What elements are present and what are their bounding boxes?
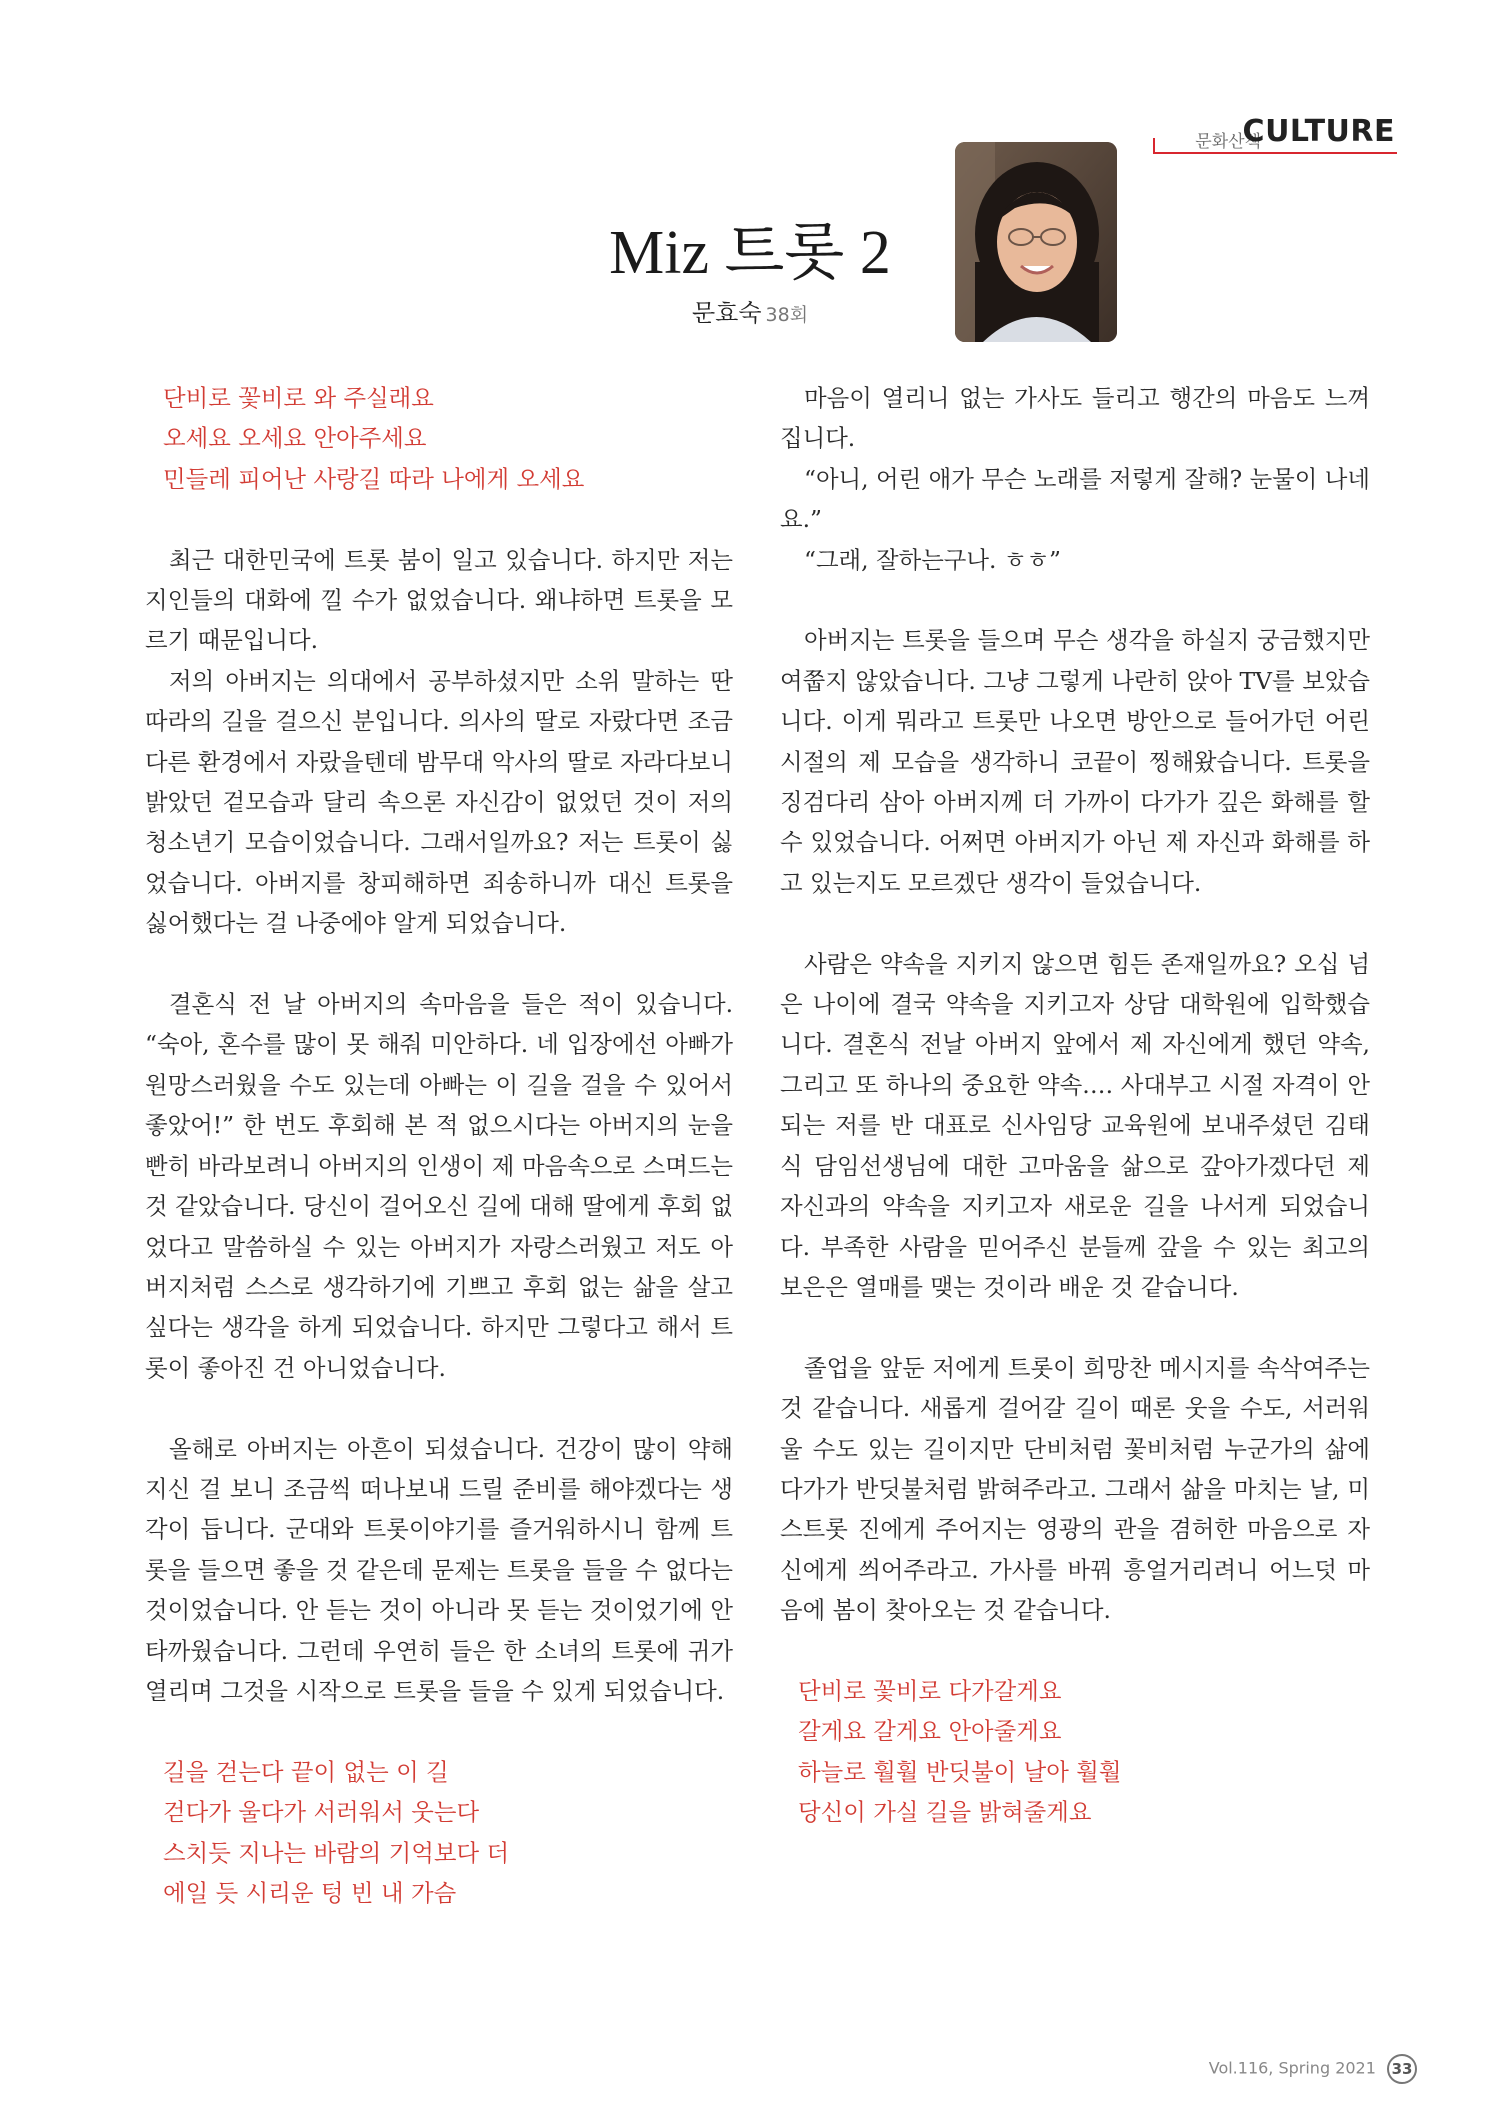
page-number: 33	[1387, 2054, 1417, 2084]
right-column	[780, 378, 1370, 1833]
article-title: Miz 트롯 2	[609, 219, 891, 287]
section-label-ko: 문화산책	[1195, 132, 1261, 152]
article-author	[580, 293, 920, 328]
lyric-line: 당신이 가실 길을 밝혀줄게요	[798, 1798, 1092, 1827]
paragraph: 졸업을 앞둔 저에게 트롯이 희망찬 메시지를 속삭여주는 것 같습니다. 새롭게 걸어갈 길이 때론 웃을 수도, 서러워 울 수도 있는 길이지만 단비처럼 꽃비처럼 누군가의 삶에 다가가 반딧불처럼 밝혀주라고. 그래서 삶을 마치는 날, 미스트롯 진에게 주어지는 영광의 관을 겸허한 마음으로 자신에게 씌어주라고. 가사를 바꿔 흥얼거리려니 어느덧 마음에 봄이 찾아오는 것 같습니다.	[780, 1353, 1370, 1625]
lyric-line: 단비로 꽃비로 와 주실래요	[163, 384, 434, 412]
lyric-line: 스치듯 지나는 바람의 기억보다 더	[163, 1838, 510, 1867]
header-rule	[1153, 152, 1397, 154]
paragraph: 마음이 열리니 없는 가사도 들리고 행간의 마음도 느껴집니다.	[780, 384, 1370, 453]
left-column	[145, 378, 733, 1913]
lyric-line: 오세요 오세요 안아주세요	[163, 424, 427, 453]
quote: “그래, 잘하는구나. ㅎㅎ”	[804, 545, 1062, 574]
paragraph: 최근 대한민국에 트롯 붐이 일고 있습니다. 하지만 저는 지인들의 대화에 낄 수가 없었습니다. 왜냐하면 트롯을 모르기 때문입니다.	[145, 545, 733, 655]
lyric-line: 하늘로 훨훨 반딧불이 날아 훨훨	[798, 1757, 1122, 1786]
paragraph: 결혼식 전 날 아버지의 속마음을 들은 적이 있습니다. “숙아, 혼수를 많이 못 해줘 미안하다. 네 입장에선 아빠가 원망스러웠을 수도 있는데 아빠는 이 길을 걸을 수 있어서 좋았어!” 한 번도 후회해 본 적 없으시다는 아버지의 눈을 빤히 바라보려니 아버지의 인생이 제 마음속으로 스며드는 것 같았습니다. 당신이 걸어오신 길에 대해 딸에게 후회 없었다고 말씀하실 수 있는 아버지가 자랑스러웠고 저도 아버지처럼 스스로 생각하기에 기쁘고 후회 없는 삶을 살고 싶다는 생각을 하게 되었습니다. 하지만 그렇다고 해서 트롯이 좋아진 건 아니었습니다.	[145, 990, 733, 1382]
paragraph: 올해로 아버지는 아흔이 되셨습니다. 건강이 많이 약해지신 걸 보니 조금씩 떠나보내 드릴 준비를 해야겠다는 생각이 듭니다. 군대와 트롯이야기를 즐거워하시니 함께 트롯을 들으면 좋을 것 같은데 문제는 트롯을 들을 수 없다는 것이었습니다. 안 듣는 것이 아니라 못 듣는 것이었기에 안타까웠습니다. 그런데 우연히 들은 한 소녀의 트롯에 귀가 열리며 그것을 시작으로 트롯을 들을 수 있게 되었습니다.	[145, 1434, 733, 1705]
lyric-line: 갈게요 갈게요 안아줄게요	[798, 1717, 1062, 1746]
author-portrait-image	[955, 142, 1117, 342]
lyric-line: 단비로 꽃비로 다가갈게요	[798, 1676, 1062, 1705]
paragraph: 사람은 약속을 지키지 않으면 힘든 존재일까요? 오십 넘은 나이에 결국 약속을 지키고자 상담 대학원에 입학했습니다. 결혼식 전날 아버지 앞에서 제 자신에게 했던 약속, 그리고 또 하나의 중요한 약속…. 사대부고 시절 자격이 안 되는 저를 반 대표로 신사임당 교육원에 보내주셨던 김태식 담임선생님에 대한 고마움을 삶으로 갚아가겠다던 제 자신과의 약속을 지키고자 새로운 길을 나서게 되었습니다. 부족한 사람을 믿어주신 분들께 갚을 수 있는 최고의 보은은 열매를 맺는 것이라 배운 것 같습니다.	[780, 949, 1370, 1301]
author-name: 문효숙	[691, 299, 762, 327]
lyric-line: 민들레 피어난 사랑길 따라 나에게 오세요	[163, 464, 585, 493]
author-class: 38회	[765, 304, 809, 326]
lyric-line: 걷다가 울다가 서러워서 웃는다	[163, 1798, 480, 1827]
paragraph: 아버지는 트롯을 들으며 무슨 생각을 하실지 궁금했지만 여쭙지 않았습니다. 그냥 그렇게 나란히 앉아 TV를 보았습니다. 이게 뭐라고 트롯만 나오면 방안으로 들어가던 어린 시절의 제 모습을 생각하니 코끝이 찡해왔습니다. 트롯을 징검다리 삼아 아버지께 더 가까이 다가가 깊은 화해를 할 수 있었습니다. 어쩌면 아버지가 아닌 제 자신과 화해를 하고 있는지도 모르겠단 생각이 들었습니다.	[780, 626, 1370, 897]
quote: “아니, 어린 애가 무슨 노래를 저렇게 잘해? 눈물이 나네요.”	[780, 464, 1370, 534]
section-label-en: CULTURE	[1242, 114, 1395, 149]
author-photo	[955, 142, 1117, 342]
page-footer	[1209, 2054, 1417, 2084]
issue-label: Vol.116, Spring 2021	[1208, 2058, 1376, 2078]
paragraph: 저의 아버지는 의대에서 공부하셨지만 소위 말하는 딴따라의 길을 걸으신 분입니다. 의사의 딸로 자랐다면 조금 다른 환경에서 자랐을텐데 밤무대 악사의 딸로 자라다보니 밝았던 겉모습과 달리 속으론 자신감이 없었던 것이 저의 청소년기 모습이었습니다. 그래서일까요? 저는 트롯이 싫었습니다. 아버지를 창피해하면 죄송하니까 대신 트롯을 싫어했다는 걸 나중에야 알게 되었습니다.	[145, 666, 733, 938]
lyric-line: 길을 걷는다 끝이 없는 이 길	[163, 1757, 449, 1786]
lyric-line: 에일 듯 시리운 텅 빈 내 가슴	[163, 1878, 457, 1907]
